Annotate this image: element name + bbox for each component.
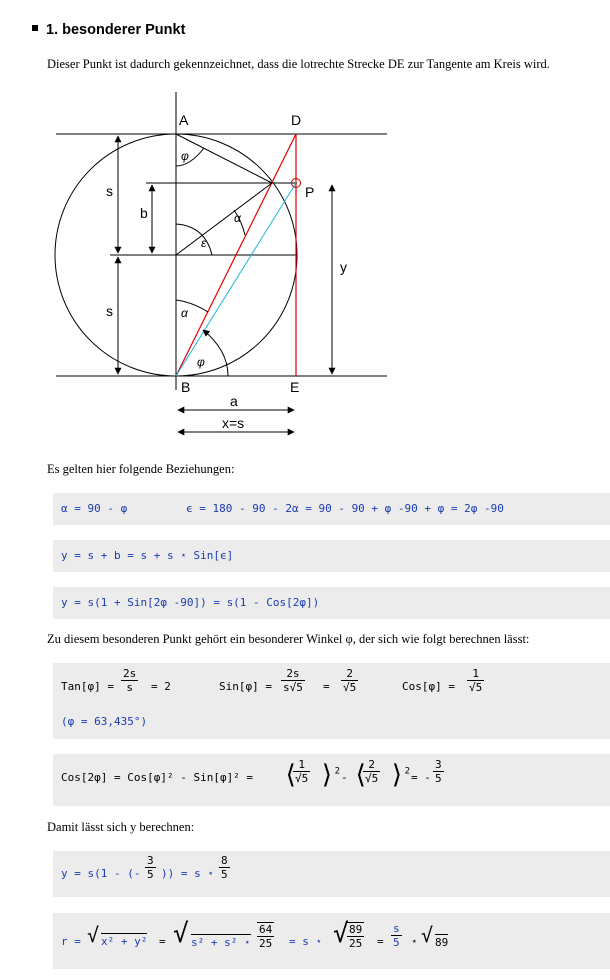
line-ap (176, 134, 272, 183)
r-frac-1: $\frac{64}{25}$ (259, 923, 273, 950)
tan-lhs: Tan[φ] = (61, 680, 114, 693)
label-p-point: P (305, 184, 315, 200)
label-s-top: s (106, 183, 113, 199)
angle-bracket-close-2: ⟩$^2$ (389, 760, 411, 790)
equation-box-7 (53, 913, 610, 969)
sin-fraction-2: $\frac{2}{√5}$ (343, 667, 357, 694)
y-intro: Damit lässt sich y berechnen: (47, 820, 195, 834)
equation-box-2 (53, 540, 610, 572)
eq-alpha: α = 90 - φ (61, 502, 128, 515)
angle-bracket-close-1: ⟩$^2$ (319, 760, 341, 790)
sqrt-icon-1: √ (87, 923, 100, 947)
label-b-point: B (181, 379, 191, 395)
heading-text: 1. besonderer Punkt (46, 22, 186, 38)
tan-rhs: = 2 (151, 680, 171, 693)
cos2phi-result: $\frac{3}{5}$ (435, 758, 442, 785)
equation-box-3 (53, 587, 610, 619)
label-phi-bottom: φ (197, 355, 205, 369)
r-frac-2: $\frac{89}{25}$ (349, 923, 363, 950)
cos2phi-eq: = - (411, 771, 431, 784)
sqrt-icon-4: √ (421, 923, 434, 947)
eq-y-cos: y = s(1 + Sin[2φ -90]) = s(1 - Cos[2φ]) (61, 596, 320, 609)
y-frac-2: $\frac{8}{5}$ (221, 854, 228, 881)
r-star: ⋆ (411, 935, 418, 948)
r-lhs: r = (61, 935, 81, 948)
label-a-dim: a (230, 393, 238, 409)
angle-bracket-open-2: ⟨ (353, 760, 369, 790)
cos-fraction: $\frac{1}{√5}$ (469, 667, 483, 694)
equation-box-5 (53, 754, 610, 806)
circle-diagram (0, 0, 610, 460)
cos2phi-lhs: Cos[2φ] = Cos[φ]² - Sin[φ]² = (61, 771, 254, 784)
sin-equals: = (323, 680, 330, 693)
label-y: y (340, 259, 347, 275)
equation-box-6 (53, 851, 610, 897)
label-xs-dim: x=s (222, 415, 245, 431)
y-lhs: y = s(1 - (- (61, 867, 141, 880)
r-eq-2: = s ⋆ (289, 935, 323, 948)
r-eq-3: = (377, 935, 384, 948)
label-b: b (140, 205, 148, 221)
y-mid: )) = s ⋆ (161, 867, 214, 880)
eq-y-sb: y = s + b = s + s ⋆ Sin[ϵ] (61, 549, 234, 562)
equation-box-1 (53, 493, 610, 525)
r-root-1: x² + y² (101, 935, 148, 948)
sin-lhs: Sin[φ] = (219, 680, 272, 693)
label-phi-top: φ (181, 149, 189, 163)
cos2phi-frac-1: $\frac{1}{√5}$ (295, 758, 309, 785)
tan-fraction: $\frac{2s}{s}$ (123, 667, 137, 694)
sqrt-icon-3: √ (333, 919, 349, 949)
angle-bracket-open-1: ⟨ (283, 760, 299, 790)
eq-epsilon: ϵ = 180 - 90 - 2α = 90 - 90 + φ -90 + φ = 2φ -90 (186, 502, 504, 515)
cos2phi-frac-2: $\frac{2}{√5}$ (365, 758, 379, 785)
equation-box-4 (53, 663, 610, 739)
label-a-point: A (179, 112, 189, 128)
r-root-3: 89 (435, 936, 449, 949)
sqrt-icon-2: √ (173, 919, 189, 949)
label-s-bottom: s (106, 303, 113, 319)
intro-text: Dieser Punkt ist dadurch gekennzeichnet, dass die lotrechte Strecke DE zur Tangente am Kreis wird. (47, 57, 550, 71)
r-eq-1: = (159, 935, 166, 948)
label-alpha-bottom: α (181, 306, 188, 320)
r-frac-3: $\frac{s}{5}$ (393, 922, 400, 949)
y-frac-1: $\frac{3}{5}$ (147, 854, 154, 881)
cos2phi-minus: - (341, 771, 348, 784)
label-epsilon: ε (201, 236, 207, 250)
r-root-2: s² + s² ⋆ (191, 936, 251, 949)
sin-fraction-1: $\frac{2s}{s√5}$ (283, 667, 303, 694)
label-d-point: D (291, 112, 302, 128)
cos-lhs: Cos[φ] = (402, 680, 455, 693)
label-alpha-top: α (234, 211, 241, 225)
phi-value: (φ = 63,435°) (61, 715, 148, 728)
relations-intro: Es gelten hier folgende Beziehungen: (47, 462, 235, 476)
angle-intro: Zu diesem besonderen Punkt gehört ein besonderer Winkel φ, der sich wie folgt berechnen lässt: (47, 632, 530, 646)
label-e-point: E (290, 379, 300, 395)
